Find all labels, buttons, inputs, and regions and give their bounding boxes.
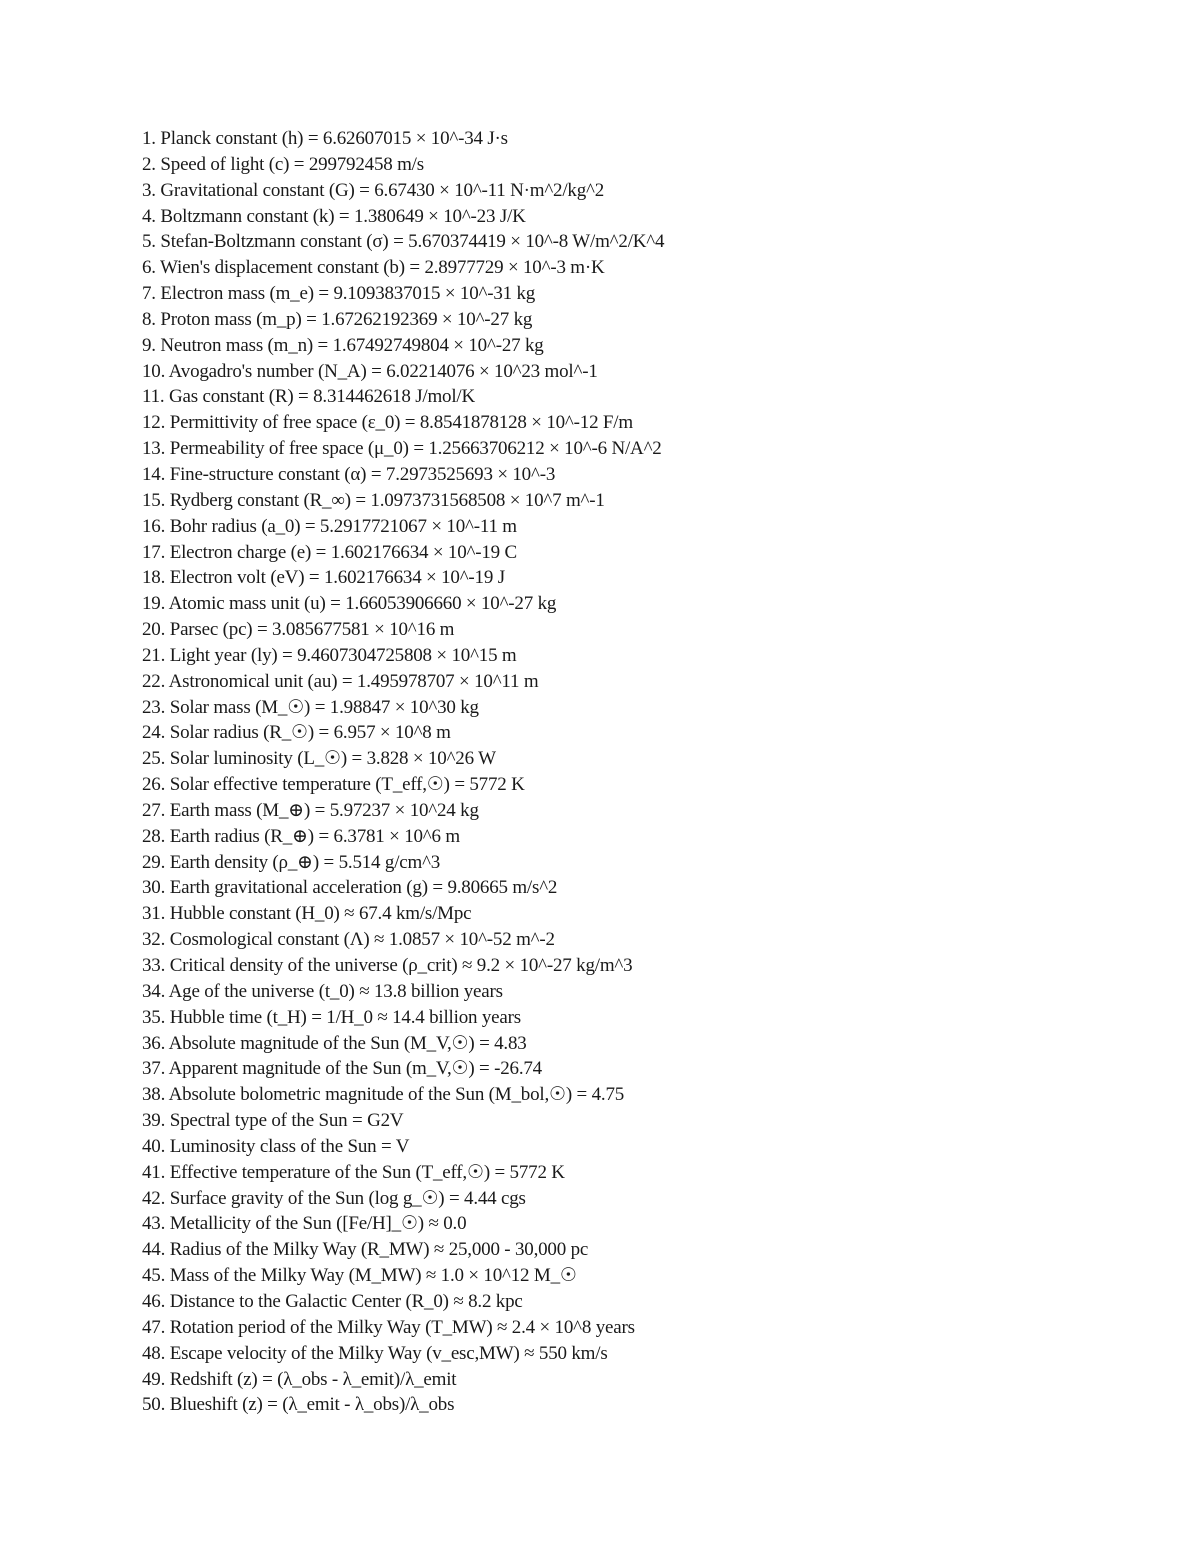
- constant-line: 39. Spectral type of the Sun = G2V: [142, 1110, 404, 1132]
- constant-line: 34. Age of the universe (t_0) ≈ 13.8 billion years: [142, 980, 503, 1002]
- constant-line: 16. Bohr radius (a_0) = 5.2917721067 × 10^-11 m: [142, 515, 517, 537]
- constant-line: 46. Distance to the Galactic Center (R_0) ≈ 8.2 kpc: [142, 1290, 523, 1312]
- constant-line: 21. Light year (ly) = 9.4607304725808 × 10^15 m: [142, 644, 517, 666]
- constant-line: 26. Solar effective temperature (T_eff,☉) = 5772 K: [142, 774, 525, 796]
- constant-line: 6. Wien's displacement constant (b) = 2.8977729 × 10^-3 m·K: [142, 257, 605, 279]
- constant-line: 20. Parsec (pc) = 3.085677581 × 10^16 m: [142, 619, 455, 641]
- constant-line: 48. Escape velocity of the Milky Way (v_esc,MW) ≈ 550 km/s: [142, 1342, 608, 1364]
- constant-line: 32. Cosmological constant (Λ) ≈ 1.0857 × 10^-52 m^-2: [142, 929, 555, 951]
- constant-line: 27. Earth mass (M_⊕) = 5.97237 × 10^24 kg: [142, 799, 479, 821]
- constant-line: 1. Planck constant (h) = 6.62607015 × 10^-34 J·s: [142, 128, 508, 149]
- constant-line: 47. Rotation period of the Milky Way (T_MW) ≈ 2.4 × 10^8 years: [142, 1316, 635, 1338]
- constant-line: 35. Hubble time (t_H) = 1/H_0 ≈ 14.4 billion years: [142, 1006, 521, 1028]
- constant-line: 44. Radius of the Milky Way (R_MW) ≈ 25,000 - 30,000 pc: [142, 1239, 589, 1261]
- constant-line: 11. Gas constant (R) = 8.314462618 J/mol/K: [142, 386, 476, 408]
- constant-line: 30. Earth gravitational acceleration (g) = 9.80665 m/s^2: [142, 877, 558, 899]
- constant-line: 36. Absolute magnitude of the Sun (M_V,☉) = 4.83: [142, 1032, 527, 1054]
- constant-line: 17. Electron charge (e) = 1.602176634 × 10^-19 C: [142, 541, 517, 563]
- constant-line: 23. Solar mass (M_☉) = 1.98847 × 10^30 kg: [142, 696, 479, 718]
- constant-line: 19. Atomic mass unit (u) = 1.66053906660 × 10^-27 kg: [142, 593, 557, 615]
- constant-line: 37. Apparent magnitude of the Sun (m_V,☉) = -26.74: [142, 1058, 542, 1080]
- constant-line: 2. Speed of light (c) = 299792458 m/s: [142, 153, 424, 175]
- constant-line: 4. Boltzmann constant (k) = 1.380649 × 10^-23 J/K: [142, 205, 526, 227]
- constant-line: 7. Electron mass (m_e) = 9.1093837015 × 10^-31 kg: [142, 283, 536, 305]
- constant-line: 5. Stefan-Boltzmann constant (σ) = 5.670374419 × 10^-8 W/m^2/K^4: [142, 231, 665, 253]
- constant-line: 13. Permeability of free space (μ_0) = 1.25663706212 × 10^-6 N/A^2: [142, 438, 662, 460]
- constant-line: 40. Luminosity class of the Sun = V: [142, 1135, 410, 1157]
- constant-line: 42. Surface gravity of the Sun (log g_☉) = 4.44 cgs: [142, 1187, 526, 1209]
- constant-line: 10. Avogadro's number (N_A) = 6.02214076 × 10^23 mol^-1: [142, 360, 598, 382]
- constant-line: 38. Absolute bolometric magnitude of the Sun (M_bol,☉) = 4.75: [142, 1084, 625, 1106]
- constant-line: 24. Solar radius (R_☉) = 6.957 × 10^8 m: [142, 722, 451, 744]
- constant-line: 12. Permittivity of free space (ε_0) = 8.8541878128 × 10^-12 F/m: [142, 412, 633, 434]
- constant-line: 28. Earth radius (R_⊕) = 6.3781 × 10^6 m: [142, 825, 460, 847]
- constant-line: 3. Gravitational constant (G) = 6.67430 × 10^-11 N·m^2/kg^2: [142, 179, 605, 201]
- constant-line: 22. Astronomical unit (au) = 1.495978707 × 10^11 m: [142, 670, 539, 692]
- constant-line: 50. Blueshift (z) = (λ_emit - λ_obs)/λ_obs: [142, 1394, 455, 1416]
- constant-line: 43. Metallicity of the Sun ([Fe/H]_☉) ≈ 0.0: [142, 1213, 467, 1235]
- constant-line: 29. Earth density (ρ_⊕) = 5.514 g/cm^3: [142, 851, 441, 873]
- constant-line: 45. Mass of the Milky Way (M_MW) ≈ 1.0 × 10^12 M_☉: [142, 1265, 577, 1287]
- constant-line: 9. Neutron mass (m_n) = 1.67492749804 × 10^-27 kg: [142, 334, 544, 356]
- constant-line: 15. Rydberg constant (R_∞) = 1.0973731568508 × 10^7 m^-1: [142, 489, 605, 511]
- constant-line: 25. Solar luminosity (L_☉) = 3.828 × 10^26 W: [142, 748, 496, 770]
- constant-line: 33. Critical density of the universe (ρ_crit) ≈ 9.2 × 10^-27 kg/m^3: [142, 955, 633, 976]
- constants-list: [142, 126, 664, 1418]
- constant-line: 18. Electron volt (eV) = 1.602176634 × 10^-19 J: [142, 567, 505, 589]
- constant-line: 8. Proton mass (m_p) = 1.67262192369 × 10^-27 kg: [142, 308, 533, 330]
- constant-line: 14. Fine-structure constant (α) = 7.2973525693 × 10^-3: [142, 463, 556, 485]
- constant-line: 41. Effective temperature of the Sun (T_eff,☉) = 5772 K: [142, 1161, 565, 1183]
- constant-line: 49. Redshift (z) = (λ_obs - λ_emit)/λ_emit: [142, 1368, 457, 1390]
- constant-line: 31. Hubble constant (H_0) ≈ 67.4 km/s/Mpc: [142, 903, 472, 925]
